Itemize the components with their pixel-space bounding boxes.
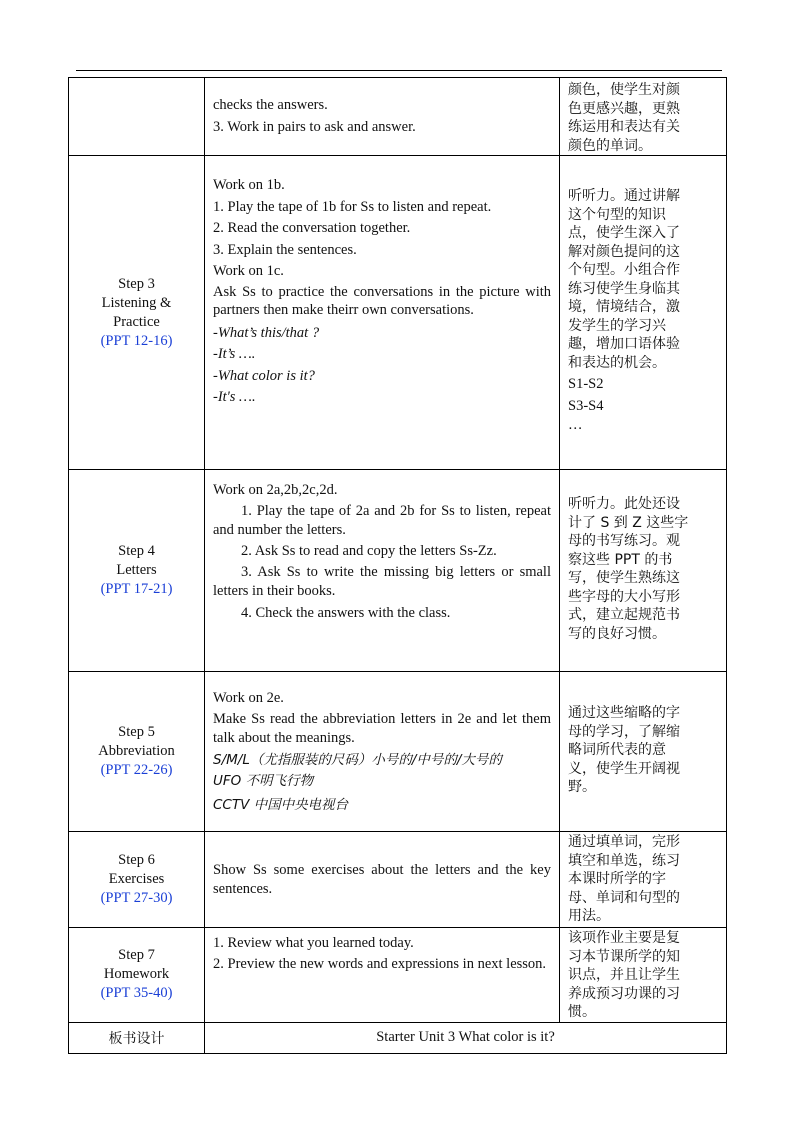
step-cell — [69, 156, 205, 470]
step-title: Step 7 — [118, 947, 155, 964]
activity-line: Work on 1c. — [213, 263, 284, 279]
purpose-line: 习本节课所学的知 — [568, 948, 680, 965]
activity-line: 1. Play the tape of 1b for Ss to listen and repeat. — [213, 198, 492, 215]
activity-cell — [205, 156, 560, 470]
table-row — [69, 672, 727, 832]
step-subtitle: Abbreviation — [98, 743, 175, 759]
activity-line: -What color is it? — [213, 367, 315, 384]
activity-cell — [205, 928, 560, 1023]
purpose-line: 母的学习，了解缩 — [568, 723, 680, 740]
step-cell — [69, 928, 205, 1023]
purpose-line: … — [568, 417, 583, 433]
purpose-cell — [560, 470, 727, 672]
ppt-range: (PPT 27-30) — [100, 890, 173, 906]
step-cell — [69, 672, 205, 832]
table-row — [69, 928, 727, 1023]
purpose-line: 通过这些缩略的字 — [568, 705, 680, 721]
purpose-cell — [560, 832, 727, 928]
purpose-line: 识点，并且让学生 — [568, 967, 680, 983]
purpose-line: 听听力。通过讲解 — [568, 188, 680, 204]
step-title: Step 4 — [118, 543, 155, 559]
activity-line: Ask Ss to practice the conversations in the picture with partners then make theirr own conversations. — [213, 283, 551, 318]
purpose-line: 通过填单词，完形 — [568, 834, 680, 850]
step-subtitle: Homework — [103, 966, 170, 983]
activity-line: -It's …. — [213, 389, 256, 405]
purpose-line: 听听力。此处还设 — [568, 496, 680, 512]
purpose-line: 颜色的单词。 — [568, 137, 652, 154]
step-cell — [69, 470, 205, 672]
activity-cell — [205, 832, 560, 928]
activity-line: Work on 2a,2b,2c,2d. — [213, 482, 338, 498]
activity-line: CCTV 中国中央电视台 — [213, 796, 349, 813]
purpose-line: S1-S2 — [568, 376, 604, 392]
purpose-line: 这个句型的知识 — [568, 206, 666, 223]
activity-cell — [205, 470, 560, 672]
purpose-cell — [560, 156, 727, 470]
activity-cell — [205, 672, 560, 832]
ppt-range: (PPT 12-16) — [100, 332, 173, 349]
activity-line: checks the answers. — [213, 97, 328, 113]
step-cell — [69, 78, 205, 156]
purpose-line: 写的良好习惯。 — [568, 625, 666, 642]
table-row — [69, 832, 727, 928]
purpose-line: 野。 — [568, 779, 596, 795]
activity-line: 1. Play the tape of 2a and 2b for Ss to listen, repeat and number the letters. — [213, 502, 551, 538]
purpose-cell — [560, 78, 727, 156]
lesson-plan-table — [68, 77, 727, 1054]
purpose-line: 该项作业主要是复 — [568, 930, 680, 946]
purpose-line: S3-S4 — [568, 397, 604, 414]
activity-line: 2. Preview the new words and expressions in next lesson. — [213, 955, 547, 972]
step-subtitle: Letters — [116, 562, 157, 578]
purpose-line: 个句型。小组合作 — [568, 262, 680, 278]
purpose-line: 趣，增加口语体验 — [568, 336, 680, 352]
purpose-line: 本课时所学的字 — [568, 871, 666, 887]
activity-line: -What’s this/that ? — [213, 324, 320, 341]
activity-line: S/M/L（尤指服装的尺码）小号的/中号的/大号的 — [213, 751, 502, 768]
purpose-line: 练运用和表达有关 — [568, 119, 680, 135]
activity-line: 2. Ask Ss to read and copy the letters Ss-Zz. — [241, 542, 497, 559]
step-cell — [69, 832, 205, 928]
step-subtitle: Listening & — [101, 294, 172, 311]
purpose-line: 母、单词和句型的 — [568, 889, 680, 906]
purpose-line: 解对颜色提问的这 — [568, 243, 680, 260]
purpose-line: 填空和单选，练习 — [568, 852, 680, 869]
purpose-line: 计了 S 到 Z 这些字 — [568, 514, 689, 531]
activity-line: 4. Check the answers with the class. — [241, 604, 451, 621]
activity-line: Work on 1b. — [213, 177, 285, 193]
purpose-line: 和表达的机会。 — [568, 354, 666, 371]
step-title: Step 5 — [118, 724, 155, 740]
activity-line: 1. Review what you learned today. — [213, 935, 414, 951]
purpose-line: 用法。 — [568, 908, 610, 924]
table-row-board-design — [69, 1022, 727, 1053]
activity-cell — [205, 78, 560, 156]
purpose-cell — [560, 672, 727, 832]
ppt-range: (PPT 22-26) — [100, 762, 173, 778]
activity-line: Make Ss read the abbreviation letters in 2e and let them talk about the meanings. — [213, 710, 551, 746]
purpose-line: 惯。 — [568, 1004, 596, 1020]
table-row — [69, 470, 727, 672]
purpose-line: 色更感兴趣，更熟 — [568, 100, 680, 117]
purpose-line: 察这些 PPT 的书 — [568, 551, 673, 568]
step-title: Step 3 — [118, 275, 155, 292]
purpose-line: 发学生的学习兴 — [568, 317, 666, 334]
activity-line: 2. Read the conversation together. — [213, 220, 411, 236]
board-design-label: 板书设计 — [69, 1022, 205, 1053]
table-row — [69, 156, 727, 470]
purpose-line: 写，使学生熟练这 — [568, 570, 680, 586]
purpose-line: 式，建立起规范书 — [568, 607, 680, 623]
step-subtitle: Exercises — [108, 871, 165, 887]
activity-line: Work on 2e. — [213, 690, 284, 706]
purpose-line: 些字母的大小写形 — [568, 588, 680, 605]
purpose-line: 养成预习功课的习 — [568, 985, 680, 1002]
step-subtitle: Practice — [113, 313, 160, 330]
purpose-line: 略词所代表的意 — [568, 742, 666, 758]
activity-line: Show Ss some exercises about the letters and the key sentences. — [213, 861, 551, 897]
header-rule — [76, 70, 722, 71]
purpose-line: 母的书写练习。观 — [568, 533, 680, 549]
step-title: Step 6 — [118, 852, 155, 868]
board-design-title: Starter Unit 3 What color is it? — [205, 1022, 727, 1053]
purpose-cell — [560, 928, 727, 1023]
activity-line: -It’s …. — [213, 346, 256, 362]
purpose-line: 颜色，使学生对颜 — [568, 82, 680, 98]
table-row — [69, 78, 727, 156]
activity-line: UFO 不明飞行物 — [213, 773, 314, 789]
activity-line: 3. Work in pairs to ask and answer. — [213, 118, 416, 135]
ppt-range: (PPT 35-40) — [100, 985, 173, 1002]
activity-line: 3. Ask Ss to write the missing big letters or small letters in their books. — [213, 563, 551, 599]
ppt-range: (PPT 17-21) — [100, 581, 173, 597]
activity-line: 3. Explain the sentences. — [213, 241, 357, 258]
purpose-line: 义，使学生开阔视 — [568, 760, 680, 777]
purpose-line: 练习使学生身临其 — [568, 280, 680, 297]
purpose-line: 点，使学生深入了 — [568, 225, 680, 241]
purpose-line: 境，情境结合，激 — [568, 299, 680, 315]
